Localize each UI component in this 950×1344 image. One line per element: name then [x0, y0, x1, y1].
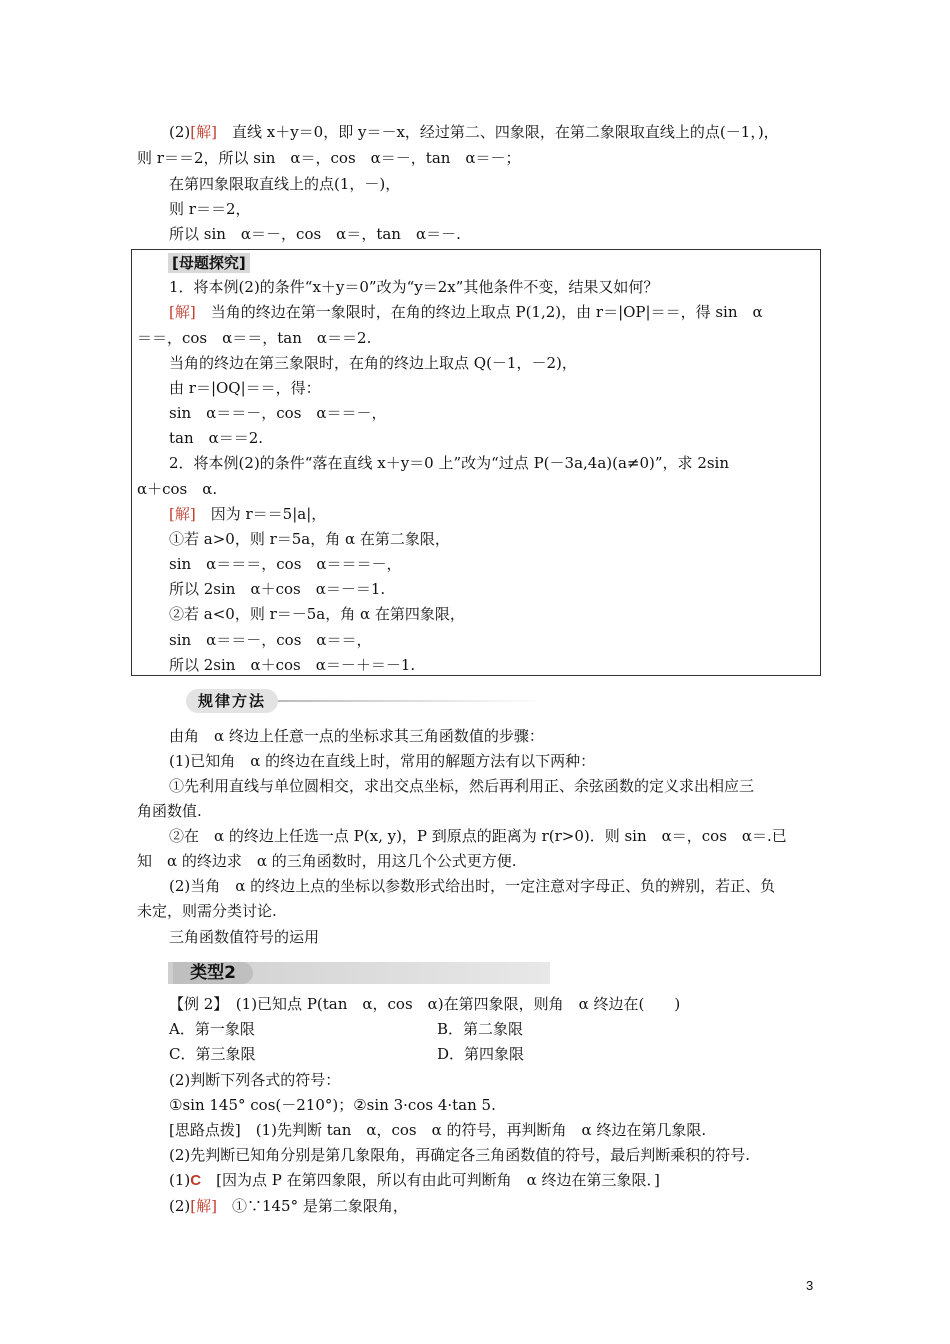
answer-1-line-4: 由 r＝|OQ|＝＝，得：	[169, 379, 321, 397]
method-line-8: 未定，则需分类讨论.	[137, 902, 277, 920]
hint-line-1: [思路点拨] (1)先判断 tan α，cos α 的符号，再判断角 α 终边在第几象限.	[169, 1121, 707, 1139]
type-label: 类型2	[173, 962, 253, 984]
solution-tag: [解]	[169, 505, 196, 523]
method-line-4: 角函数值.	[137, 802, 202, 820]
answer-text: 当角的终边在第一象限时，在角的终边上取点 P(1,2)，由 r＝|OP|＝＝，得 sin α	[195, 303, 763, 321]
answer-1-line-5: sin α＝＝－，cos α＝＝－，	[169, 404, 387, 422]
solution-line-2: 则 r＝＝2，所以 sin α＝，cos α＝－，tan α＝－；	[137, 149, 521, 167]
answer-1-line-1	[169, 302, 763, 322]
answer-part-1	[169, 1170, 660, 1191]
answer-2-line-7: 所以 2sin α＋cos α＝－＋＝－1.	[169, 656, 416, 674]
solution-tag: [解]	[190, 123, 217, 141]
question-2-line-2: α＋cos α.	[137, 480, 218, 498]
question-part-2-items: ①sin 145° cos(－210°)；②sin 3·cos 4·tan 5.	[169, 1096, 496, 1114]
example-2: 【例 2】 (1)已知点 P(tan α，cos α)在第四象限，则角 α 终边在( )	[169, 995, 681, 1013]
solution-text: 直线 x＋y＝0，即 y＝－x，经过第二、四象限，在第二象限取直线上的点(－1，)，	[216, 123, 779, 141]
method-rule	[276, 700, 546, 702]
solution-line-3: 在第四象限取直线上的点(1，－)，	[169, 175, 401, 193]
method-line-3: ①先利用直线与单位圆相交，求出交点坐标，然后再利用正、余弦函数的定义求出相应三	[169, 777, 755, 795]
method-line-9: 三角函数值符号的运用	[169, 928, 320, 946]
option-c: C．第三象限	[169, 1045, 256, 1063]
method-line-7: (2)当角 α 的终边上点的坐标以参数形式给出时，一定注意对字母正、负的辨别，若正、负	[169, 877, 776, 895]
part-label: (1)	[169, 1171, 191, 1189]
question-1: 1．将本例(2)的条件“x＋y＝0”改为“y＝2x”其他条件不变，结果又如何？	[169, 278, 659, 296]
page-number: 3	[806, 1278, 814, 1293]
part-label: (2)	[169, 123, 191, 141]
answer-1-line-2: ＝＝，cos α＝＝，tan α＝＝2.	[137, 329, 372, 347]
solution-tag: [解]	[190, 1197, 217, 1215]
solution-line-4: 则 r＝＝2，	[169, 200, 251, 218]
method-line-1: 由角 α 终边上任意一点的坐标求其三角函数值的步骤：	[169, 727, 544, 745]
answer-2-line-6: sin α＝＝－，cos α＝＝，	[169, 631, 372, 649]
question-part-2: (2)判断下列各式的符号：	[169, 1071, 341, 1089]
option-d: D．第四象限	[437, 1045, 525, 1063]
method-line-2: (1)已知角 α 的终边在直线上时，常用的解题方法有以下两种：	[169, 752, 596, 770]
answer-text: 因为 r＝＝5|a|，	[195, 505, 327, 523]
answer-2-line-2: ①若 a>0，则 r＝5a，角 α 在第二象限，	[169, 530, 450, 548]
method-line-5: ②在 α 的终边上任选一点 P(x, y)，P 到原点的距离为 r(r>0)．则 sin α＝，cos α＝.已	[169, 827, 787, 845]
answer-letter: C	[190, 1172, 202, 1189]
exploration-tag: [母题探究]	[168, 253, 250, 273]
answer-2-line-3: sin α＝＝＝，cos α＝＝＝－，	[169, 555, 402, 573]
option-a: A．第一象限	[169, 1020, 255, 1038]
solution-tag: [解]	[169, 303, 196, 321]
answer-text: ①∵145° 是第二象限角，	[216, 1197, 408, 1215]
method-line-6: 知 α 的终边求 α 的三角函数时，用这几个公式更方便.	[137, 852, 517, 870]
answer-1-line-6: tan α＝＝2.	[169, 429, 264, 447]
solution-line-5: 所以 sin α＝－，cos α＝，tan α＝－.	[169, 225, 461, 243]
part-label: (2)	[169, 1197, 191, 1215]
option-b: B．第二象限	[437, 1020, 524, 1038]
answer-2-line-1	[169, 504, 326, 524]
hint-line-2: (2)先判断已知角分别是第几象限角，再确定各三角函数值的符号，最后判断乘积的符号.	[169, 1146, 751, 1164]
question-2: 2．将本例(2)的条件“落在直线 x＋y＝0 上”改为“过点 P(－3a,4a)(a≠0)”，求 2sin	[169, 454, 730, 472]
answer-2-line-5: ②若 a<0，则 r＝－5a，角 α 在第四象限，	[169, 605, 465, 623]
answer-part-2	[169, 1196, 408, 1216]
solution-line-1	[169, 122, 779, 142]
method-tag: 规律方法	[186, 689, 278, 713]
answer-2-line-4: 所以 2sin α＋cos α＝－＝1.	[169, 580, 386, 598]
answer-text: [因为点 P 在第四象限，所以有由此可判断角 α 终边在第三象限．]	[201, 1171, 660, 1189]
answer-1-line-3: 当角的终边在第三象限时，在角的终边上取点 Q(－1，－2)，	[169, 354, 577, 372]
